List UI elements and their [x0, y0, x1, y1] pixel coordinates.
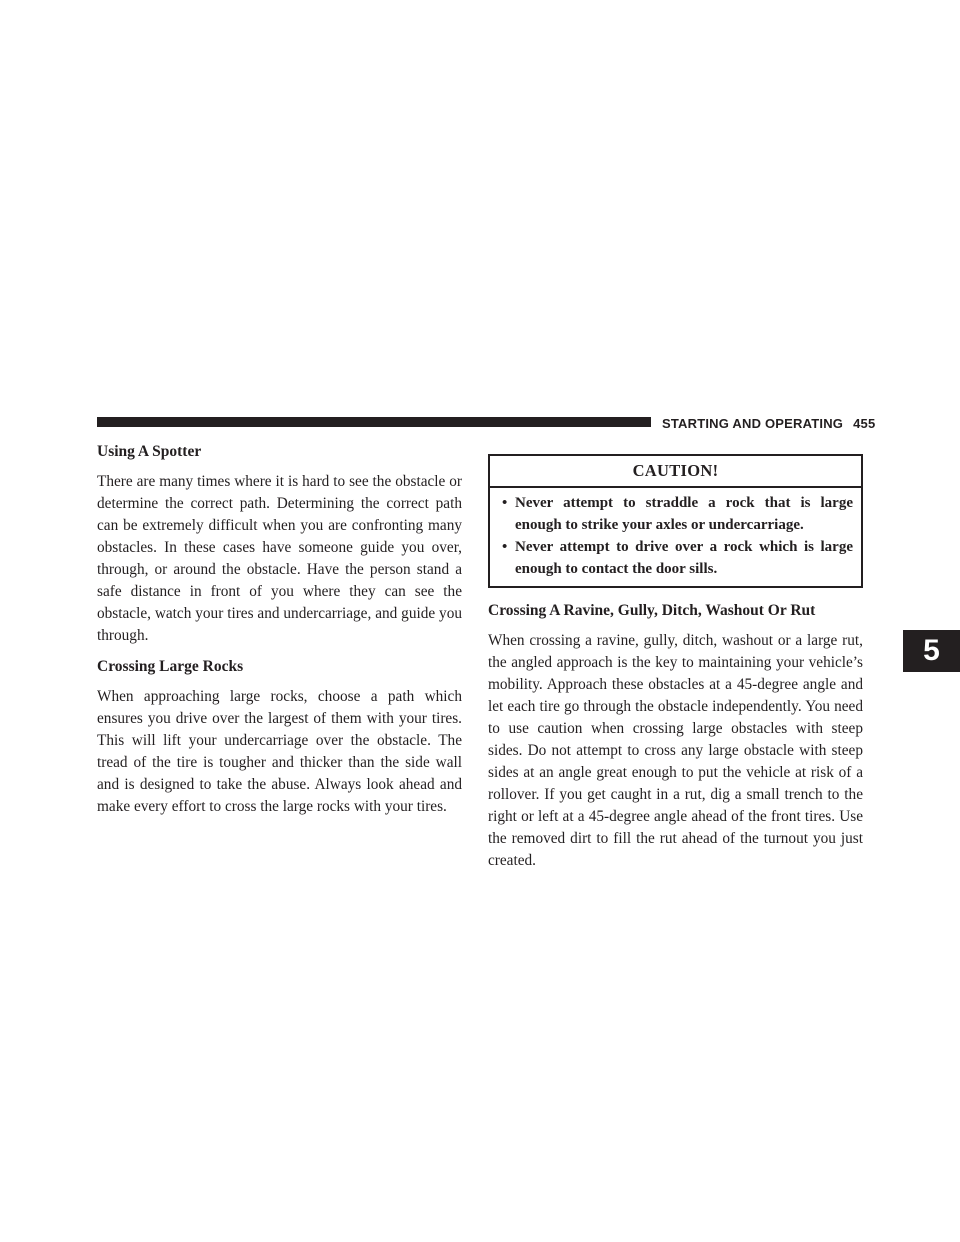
caution-item-text: Never attempt to drive over a rock which is large enough to contact the door sills. — [515, 539, 853, 577]
caution-item — [502, 536, 853, 580]
caution-list — [490, 488, 861, 586]
heading-crossing-large-rocks: Crossing Large Rocks — [97, 658, 244, 675]
bullet-icon: • — [502, 495, 508, 511]
section-title: STARTING AND OPERATING — [662, 416, 844, 431]
caution-box — [488, 454, 863, 588]
page-number: 455 — [853, 416, 876, 431]
header-rule — [97, 417, 651, 427]
bullet-icon: • — [502, 539, 508, 555]
paragraph-crossing-a-ravine: When crossing a ravine, gully, ditch, washout or a large rut, the angled approach is the key to maintaining your vehicle’s mobility. Approach these obstacles at a 45-degree angle and let each tire go through the obstacle independently. You need to use caution when crossing large obstacles with steep sides. Do not attempt to cross any large obstacle with steep sides at an angle great enough to put the vehicle at risk of a rollover. If you get caught in a rut, dig a small trench to the right or left at a 45-degree angle ahead of the front tires. Use the removed dirt to fill the rut ahead of the turnout you just created. — [488, 632, 863, 869]
heading-using-a-spotter: Using A Spotter — [97, 443, 202, 460]
caution-item-text: Never attempt to straddle a rock that is large enough to strike your axles or undercarriage. — [515, 495, 853, 533]
chapter-tab: 5 — [903, 630, 960, 672]
caution-item — [502, 492, 853, 536]
running-header — [662, 414, 876, 434]
paragraph-crossing-large-rocks: When approaching large rocks, choose a path which ensures you drive over the largest of them with your tires. This will lift your undercarriage over the obstacle. The tread of the tire is tougher and thicker than the side wall and is designed to take the abuse. Always look ahead and make every effort to cross the large rocks with your tires. — [97, 688, 462, 815]
paragraph-using-a-spotter: There are many times where it is hard to see the obstacle or determine the correct path. Determining the correct path can be extremely difficult when you are confronting many obstacles. In these cases have someone guide you over, through, or around the obstacle. Have the person stand a safe distance in front of you where they can see the obstacle, watch your tires and undercarriage, and guide you through. — [97, 473, 462, 644]
caution-title: CAUTION! — [490, 456, 861, 488]
left-column — [97, 441, 462, 827]
heading-crossing-a-ravine: Crossing A Ravine, Gully, Ditch, Washout Or Rut — [488, 602, 816, 619]
right-column — [488, 454, 863, 872]
